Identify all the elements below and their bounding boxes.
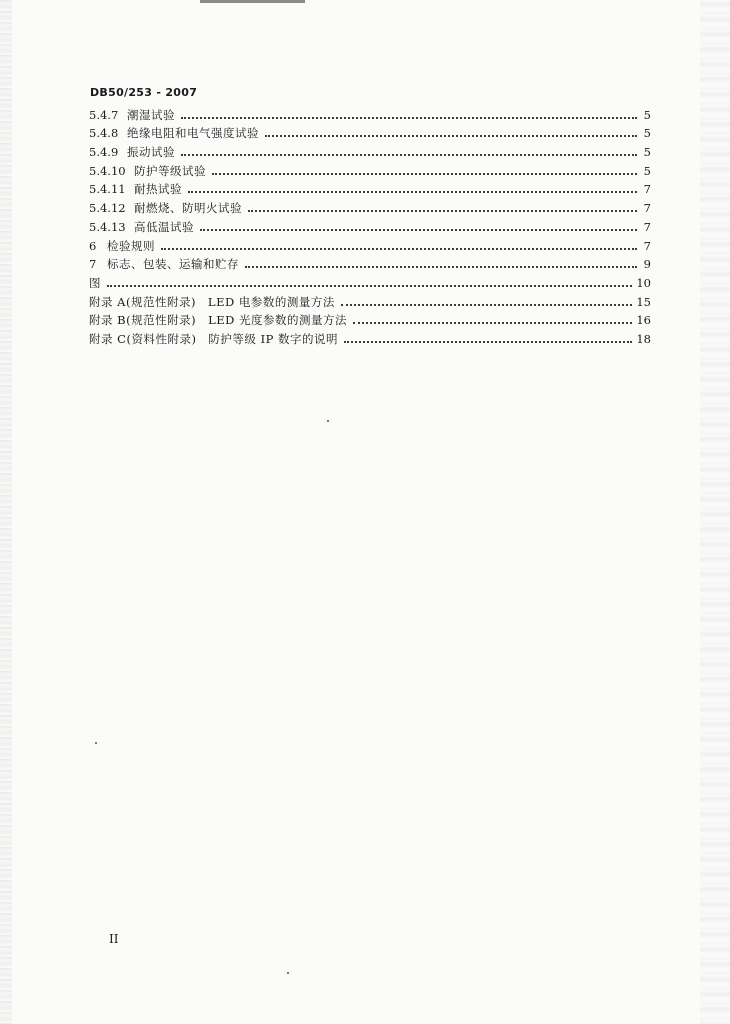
toc-section-title: 高低温试验: [134, 219, 194, 234]
toc-page-number: 15: [636, 294, 651, 309]
toc-entry-7[interactable]: [89, 253, 651, 272]
toc-dot-leader: [200, 229, 637, 231]
document-code: DB50/253 - 2007: [90, 86, 198, 99]
toc-section-title: 耐热试验: [134, 182, 182, 197]
toc-section-number: 5.4.13: [89, 219, 126, 234]
toc-page-number: 5: [643, 163, 651, 178]
toc-entry-5-4-12[interactable]: [89, 196, 651, 215]
toc-page-number: 9: [643, 257, 651, 272]
toc-section-title: 振动试验: [127, 145, 175, 160]
toc-section-title: 检验规则: [107, 238, 155, 253]
toc-entry-5-4-9[interactable]: [89, 140, 651, 159]
scan-speck: [327, 420, 329, 422]
toc-section-number: 5.4.10: [89, 163, 126, 178]
toc-entry-5-4-10[interactable]: [89, 159, 651, 178]
toc-section-title: 附录 B(规范性附录) LED 光度参数的测量方法: [89, 313, 347, 328]
toc-section-number: 5.4.12: [89, 201, 126, 216]
toc-dot-leader: [161, 248, 637, 250]
toc-entry-6[interactable]: [89, 234, 651, 253]
toc-section-title: 潮湿试验: [127, 107, 175, 122]
toc-dot-leader: [245, 266, 637, 268]
toc-section-number: 6: [89, 238, 97, 253]
page-number: II: [109, 932, 119, 946]
toc-dot-leader: [181, 154, 637, 156]
toc-dot-leader: [265, 135, 637, 137]
toc-dot-leader: [188, 191, 637, 193]
toc-section-title: 附录 C(资料性附录) 防护等级 IP 数字的说明: [89, 331, 339, 346]
toc-dot-leader: [248, 210, 637, 212]
scan-speck: [287, 972, 289, 974]
toc-section-title: 标志、包装、运输和贮存: [107, 257, 239, 272]
toc-page-number: 16: [636, 313, 651, 328]
toc-entry-5-4-7[interactable]: [89, 103, 651, 122]
toc-page-number: 7: [643, 238, 651, 253]
toc-page-number: 18: [636, 331, 651, 346]
toc-entry-figures[interactable]: [89, 271, 651, 290]
scan-speck: [95, 742, 97, 744]
toc-entry-5-4-11[interactable]: [89, 178, 651, 197]
toc-page-number: 7: [643, 182, 651, 197]
toc-page-number: 10: [636, 275, 651, 290]
table-of-contents: [89, 103, 651, 346]
toc-section-title: 图: [89, 275, 101, 290]
toc-section-title: 绝缘电阻和电气强度试验: [127, 126, 259, 141]
toc-dot-leader: [212, 173, 637, 175]
toc-section-number: 7: [89, 257, 97, 272]
scan-artifact-right-edge: [700, 0, 730, 1024]
toc-section-number: 5.4.11: [89, 182, 126, 197]
scan-artifact-top: [200, 0, 305, 3]
toc-section-title: 耐燃烧、防明火试验: [134, 201, 242, 216]
toc-page-number: 5: [643, 107, 651, 122]
toc-page-number: 7: [643, 201, 651, 216]
toc-entry-appendix-c[interactable]: [89, 327, 651, 346]
toc-section-number: 5.4.8: [89, 126, 119, 141]
toc-section-number: 5.4.9: [89, 145, 119, 160]
toc-entry-appendix-b[interactable]: [89, 309, 651, 328]
toc-entry-5-4-13[interactable]: [89, 215, 651, 234]
scan-artifact-left-edge: [0, 0, 12, 1024]
toc-entry-5-4-8[interactable]: [89, 122, 651, 141]
toc-dot-leader: [353, 322, 632, 324]
toc-section-number: 5.4.7: [89, 107, 119, 122]
toc-dot-leader: [181, 117, 637, 119]
toc-page-number: 5: [643, 145, 651, 160]
toc-dot-leader: [341, 304, 633, 306]
toc-page-number: 5: [643, 126, 651, 141]
toc-dot-leader: [107, 285, 632, 287]
toc-section-title: 附录 A(规范性附录) LED 电参数的测量方法: [89, 294, 335, 309]
toc-page-number: 7: [643, 219, 651, 234]
toc-dot-leader: [344, 341, 632, 343]
toc-section-title: 防护等级试验: [134, 163, 206, 178]
toc-entry-appendix-a[interactable]: [89, 290, 651, 309]
